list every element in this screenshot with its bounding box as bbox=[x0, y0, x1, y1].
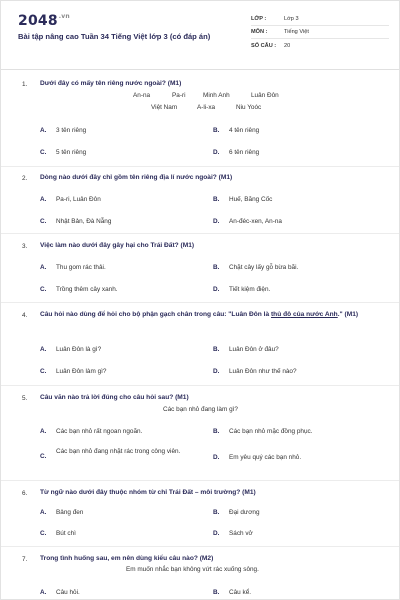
question-text: Từ ngữ nào dưới đây thuộc nhóm từ chỉ Trái Đất – môi trường? (M1) bbox=[40, 489, 256, 496]
option-c[interactable]: C. Bút chì bbox=[40, 530, 76, 537]
option-b[interactable]: B. Các bạn nhỏ mặc đồng phục. bbox=[213, 428, 313, 435]
question-text: Câu văn nào trả lời đúng cho câu hỏi sau? (M1) bbox=[40, 394, 189, 401]
meta-table bbox=[251, 13, 389, 52]
meta-class: LỚP : Lớp 3 bbox=[251, 13, 389, 26]
option-a[interactable]: A. Bảng đen bbox=[40, 509, 84, 516]
option-c[interactable]: C.Các bạn nhỏ đang nhặt rác trong công viên. bbox=[40, 448, 181, 460]
option-a[interactable]: A. Pa-ri, Luân Đôn bbox=[40, 196, 101, 203]
question-divider bbox=[1, 233, 400, 234]
option-d[interactable]: D. Em yêu quý các bạn nhỏ. bbox=[213, 454, 302, 461]
site-logo[interactable]: $2048^{.vn}$ bbox=[18, 13, 70, 29]
option-b[interactable]: B. 4 tên riêng bbox=[213, 127, 260, 134]
question-prompt: Em muốn nhắc bạn không vứt rác xuống sông. bbox=[126, 566, 259, 573]
header-divider bbox=[1, 69, 400, 70]
question-prompt: Các bạn nhỏ đang làm gì? bbox=[163, 406, 238, 413]
option-c[interactable]: C. Luân Đôn làm gì? bbox=[40, 368, 107, 375]
underlined-phrase: thủ đô của nước Anh bbox=[270, 311, 338, 318]
option-d[interactable]: D. Sách vở bbox=[213, 530, 253, 537]
option-a[interactable]: A. Thu gom rác thải. bbox=[40, 264, 106, 271]
option-c[interactable]: C. 5 tên riêng bbox=[40, 149, 87, 156]
option-b[interactable]: B. Huế, Băng Cốc bbox=[213, 196, 273, 203]
worksheet-page: $2048^{.vn}$ Bài tập nâng cao Tuần 34 Tiếng Việt lớp 3 (có đáp án) LỚP : Lớp 3 MÔN : Tiếng Việt SỐ CÂU : 20 1. Dưới đây có mấy tên riêng nước ngoài? (M1) An-na Pa-ri Minh Anh Luân Đôn Việt Nam A-li-xa Niu Yoóc A. 3 tên riêng B. 4 tên riêng C. 5 tên riêng D. 6 tên riêng 2. Dòng nào dưới đây chỉ gồm tên riêng địa lí nước ngoài? (M1) A. Pa-ri, Luân Đôn B. Huế, Băng Cốc C. Nhật Bản, Đà Nẵng D. An-đéc-xen, An-na 3. Việc làm nào dưới đây gây hại cho Trái Đất? (M1) A. Thu gom rác thải. B. Chặt cây lấy gỗ bừa bãi. C. Trồng thêm cây xanh. D. Tiết kiệm điện. 4. Câu hỏi nào dùng để hỏi cho bộ phận gạch chân trong câu: "Luân Đôn là thủ đô của nước Anh." (M1) A. Luân Đôn là gì? B. Luân Đôn ở đâu? C. Luân Đôn làm gì? D. Luân Đôn như thế nào? 5. Câu văn nào trả lời đúng cho câu hỏi sau? (M1) Các bạn nhỏ đang làm gì? A. Các bạn nhỏ rất ngoan ngoãn. B. Các bạn nhỏ mặc đồng phục. C.Các bạn nhỏ đang nhặt rác trong công viên. D. Em yêu quý các bạn nhỏ. 6. Từ ngữ nào dưới đây thuộc nhóm từ chỉ Trái Đất – môi trường? (M1) A. Bảng đen B. Đại dương C. Bút chì D. Sách vở 7. Trong tình huống sau, em nên dùng kiểu câu nào? (M2) Em muốn nhắc bạn không vứt rác xuống sông. A. Câu hỏi. B. Câu kể. bbox=[0, 0, 400, 600]
option-a[interactable]: A. Các bạn nhỏ rất ngoan ngoãn. bbox=[40, 428, 143, 435]
option-a[interactable]: A. Luân Đôn là gì? bbox=[40, 346, 102, 353]
option-d[interactable]: D. Luân Đôn như thế nào? bbox=[213, 368, 297, 375]
meta-subject: MÔN : Tiếng Việt bbox=[251, 26, 389, 39]
option-d[interactable]: D. An-đéc-xen, An-na bbox=[213, 218, 282, 225]
question-text: Trong tình huống sau, em nên dùng kiểu câu nào? (M2) bbox=[40, 555, 214, 562]
option-b[interactable]: B. Chặt cây lấy gỗ bừa bãi. bbox=[213, 264, 299, 271]
meta-count: SỐ CÂU : 20 bbox=[251, 42, 291, 49]
question-divider bbox=[1, 166, 400, 167]
option-d[interactable]: D. 6 tên riêng bbox=[213, 149, 260, 156]
page-header bbox=[1, 1, 399, 69]
question-divider bbox=[1, 302, 400, 303]
question-text: Dưới đây có mấy tên riêng nước ngoài? (M1) bbox=[40, 80, 182, 87]
option-a[interactable]: A. 3 tên riêng bbox=[40, 127, 87, 134]
option-c[interactable]: C. Nhật Bản, Đà Nẵng bbox=[40, 218, 112, 225]
option-d[interactable]: D. Tiết kiệm điện. bbox=[213, 286, 271, 293]
question-text: Việc làm nào dưới đây gây hại cho Trái Đất? (M1) bbox=[40, 242, 195, 249]
question-divider bbox=[1, 480, 400, 481]
option-b[interactable]: B. Đại dương bbox=[213, 509, 260, 516]
question-divider bbox=[1, 385, 400, 386]
page-title: Bài tập nâng cao Tuần 34 Tiếng Việt lớp 3 (có đáp án) bbox=[18, 32, 211, 41]
option-c[interactable]: C. Trồng thêm cây xanh. bbox=[40, 286, 118, 293]
option-a[interactable]: A. Câu hỏi. bbox=[40, 589, 80, 596]
question-text: Dòng nào dưới đây chỉ gồm tên riêng địa lí nước ngoài? (M1) bbox=[40, 174, 233, 181]
question-text: Câu hỏi nào dùng để hỏi cho bộ phận gạch chân trong câu: "Luân Đôn là thủ đô của nước Anh." (M1) bbox=[40, 311, 359, 318]
option-b[interactable]: B. Câu kể. bbox=[213, 589, 252, 596]
option-b[interactable]: B. Luân Đôn ở đâu? bbox=[213, 346, 279, 353]
question-divider bbox=[1, 546, 400, 547]
